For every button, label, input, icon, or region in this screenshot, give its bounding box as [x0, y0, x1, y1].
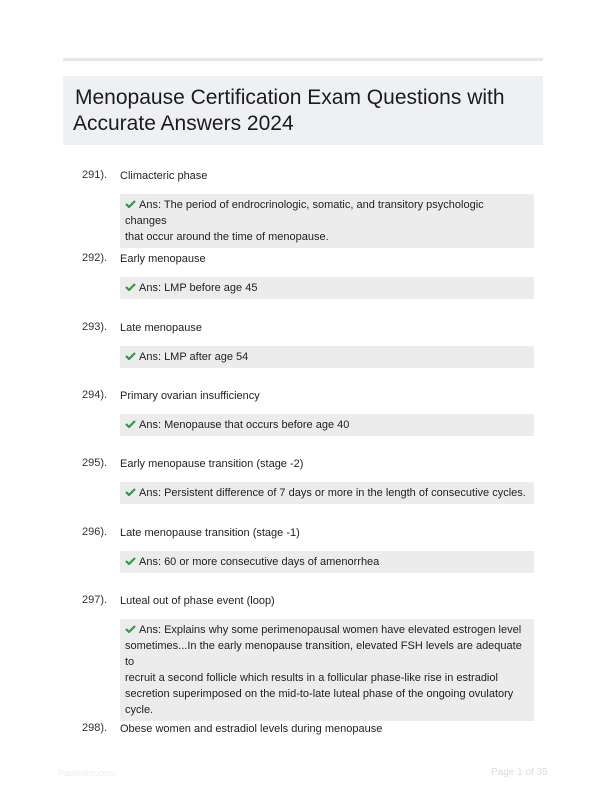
answer-line: Ans: Persistent difference of 7 days or more in the length of consecutive cycles.	[125, 485, 528, 501]
question-number: 294).	[82, 389, 108, 401]
question-number: 291).	[82, 169, 108, 181]
check-icon	[125, 200, 136, 208]
page-indicator: Page 1 of 35	[491, 767, 548, 778]
answer-line: Ans: Menopause that occurs before age 40	[125, 417, 528, 433]
question-number: 293).	[82, 321, 108, 333]
answer-box	[120, 194, 534, 248]
answer-box	[120, 551, 534, 573]
answer-line: Ans: Explains why some perimenopausal women have elevated estrogen level	[125, 622, 528, 638]
check-icon	[125, 420, 136, 428]
answer-box	[120, 414, 534, 436]
document-title-line-1: Menopause Certification Exam Questions with	[75, 86, 505, 109]
check-icon	[125, 283, 136, 291]
question-number: 297).	[82, 594, 108, 606]
top-divider	[63, 58, 543, 61]
question-text: Obese women and estradiol levels during menopause	[120, 723, 383, 735]
answer-line: cycle.	[125, 704, 154, 716]
check-icon	[125, 557, 136, 565]
question-text: Early menopause	[120, 253, 206, 265]
question-text: Luteal out of phase event (loop)	[120, 595, 275, 607]
answer-box	[120, 619, 534, 721]
answer-box	[120, 277, 534, 299]
check-icon	[125, 488, 136, 496]
question-text: Late menopause	[120, 322, 202, 334]
footer-watermark: Paperlibs.com	[58, 768, 116, 778]
question-text: Early menopause transition (stage -2)	[120, 458, 304, 470]
answer-line: Ans: LMP after age 54	[125, 349, 528, 365]
answer-box	[120, 482, 534, 504]
answer-line: Ans: 60 or more consecutive days of amenorrhea	[125, 554, 528, 570]
question-number: 298).	[82, 722, 108, 734]
document-title-banner	[63, 76, 543, 145]
answer-line: recruit a second follicle which results in a follicular phase-like rise in estradiol	[125, 672, 498, 684]
answer-line: Ans: The period of endrocrinologic, somatic, and transitory psychologic changes	[125, 199, 484, 227]
question-number: 292).	[82, 252, 108, 264]
answer-line: secretion superimposed on the mid-to-late luteal phase of the ongoing ovulatory	[125, 688, 514, 700]
question-number: 295).	[82, 457, 108, 469]
check-icon	[125, 352, 136, 360]
question-number: 296).	[82, 526, 108, 538]
question-text: Climacteric phase	[120, 170, 208, 182]
document-title	[73, 85, 533, 137]
document-title-line-2: Accurate Answers 2024	[73, 112, 294, 135]
check-icon	[125, 625, 136, 633]
answer-box	[120, 346, 534, 368]
question-text: Primary ovarian insufficiency	[120, 390, 260, 402]
answer-line: that occur around the time of menopause.	[125, 231, 329, 243]
answer-line: sometimes...In the early menopause transition, elevated FSH levels are adequate to	[125, 640, 522, 668]
question-text: Late menopause transition (stage -1)	[120, 527, 300, 539]
answer-line: Ans: LMP before age 45	[125, 280, 528, 296]
